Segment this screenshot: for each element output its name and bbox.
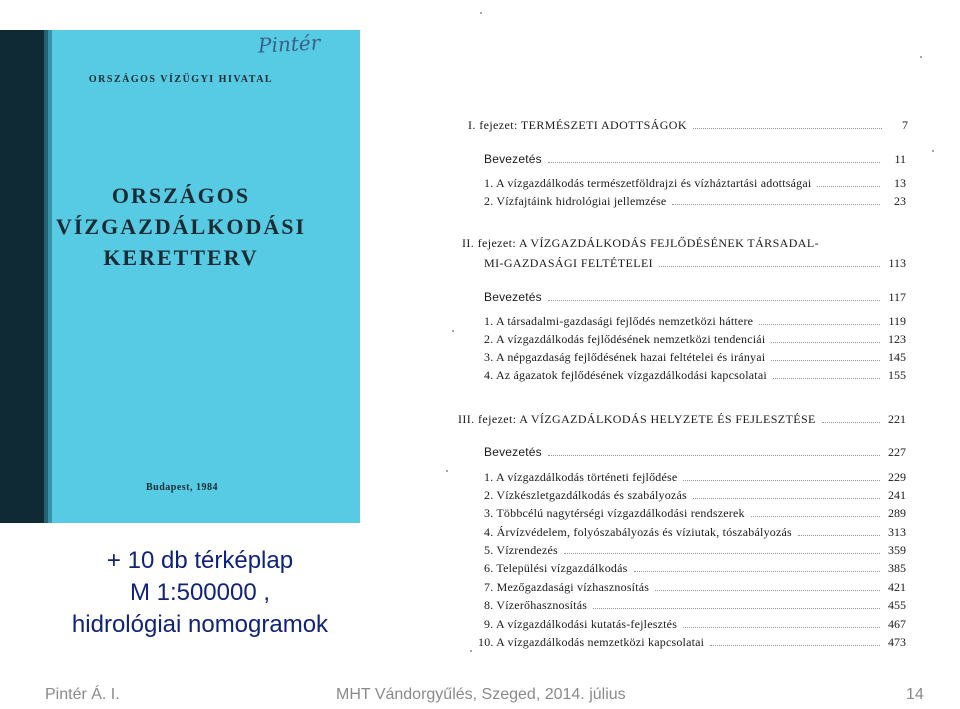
toc-page-number: 241 (888, 488, 906, 502)
toc-leader-dots (710, 635, 880, 646)
toc-page-number: 11 (894, 152, 906, 166)
toc-page-number: 359 (888, 543, 906, 557)
cover-title-line-2: VÍZGAZDÁLKODÁSI (55, 214, 307, 239)
toc-leader-dots (773, 368, 880, 379)
toc-row (484, 255, 906, 272)
toc-entry-text: II. fejezet: A VÍZGAZDÁLKODÁS FEJLŐDÉSÉNEK TÁRSADAL- (462, 236, 819, 250)
toc-leader-dots (564, 543, 880, 554)
toc-row (484, 193, 906, 210)
book-spine (0, 30, 48, 523)
toc-entry-text: 1. A vízgazdálkodás történeti fejlődése (484, 470, 678, 484)
toc-entry-text: 4. Árvízvédelem, folyószabályozás és víziutak, tószabályozás (484, 525, 792, 539)
toc-entry-text: 9. A vízgazdálkodási kutatás-fejlesztés (484, 617, 678, 631)
toc-leader-dots (683, 470, 880, 481)
toc-entry-text: 2. A vízgazdálkodás fejlődésének nemzetközi tendenciái (484, 332, 766, 346)
toc-entry-text: I. fejezet: TERMÉSZETI ADOTTSÁGOK (468, 118, 687, 132)
toc-page-number: 227 (888, 445, 906, 459)
toc-leader-dots (822, 412, 880, 423)
slide-number: 14 (906, 686, 924, 703)
toc-page-number: 145 (888, 350, 906, 364)
toc-entry-text: 7. Mezőgazdasági vízhasznosítás (484, 580, 650, 594)
toc-row (484, 444, 906, 461)
toc-row (478, 634, 906, 651)
scan-speck (446, 470, 448, 472)
toc-page-number: 385 (888, 561, 906, 575)
toc-leader-dots (548, 445, 880, 456)
toc-page-number: 289 (888, 506, 906, 520)
toc-row (484, 579, 906, 596)
cover-publisher: ORSZÁGOS VÍZÜGYI HIVATAL (88, 74, 274, 85)
caption-line-2: M 1:500000 , (129, 579, 271, 606)
toc-leader-dots (659, 256, 880, 267)
scan-speck (452, 330, 454, 332)
toc-entry-text: 10. A vízgazdálkodás nemzetközi kapcsolatai (478, 635, 705, 649)
toc-entry-text: 4. Az ágazatok fejlődésének vízgazdálkodási kapcsolatai (484, 368, 767, 382)
cover-place-year: Budapest, 1984 (146, 482, 219, 493)
toc-page-number: 23 (894, 194, 906, 208)
toc-entry-text: 6. Települési vízgazdálkodás (484, 561, 628, 575)
toc-row (458, 411, 906, 428)
toc-entry-text: 1. A vízgazdálkodás természetföldrajzi és vízháztartási adottságai (484, 176, 812, 190)
toc-row (484, 487, 906, 504)
toc-entry-text: III. fejezet: A VÍZGAZDÁLKODÁS HELYZETE ÉS FEJLESZTÉSE (458, 412, 816, 426)
toc-row (484, 349, 906, 366)
toc-page-number: 229 (888, 470, 906, 484)
toc-leader-dots (771, 332, 880, 343)
scan-speck (932, 150, 934, 152)
book-cover-image (0, 30, 360, 523)
toc-page-number: 117 (888, 290, 906, 304)
toc-row (484, 524, 906, 541)
toc-row (484, 331, 906, 348)
toc-row (484, 560, 906, 577)
toc-page-number: 313 (888, 525, 906, 539)
toc-page-number: 467 (888, 617, 906, 631)
footer-author: Pintér Á. I. (45, 686, 120, 703)
toc-row (484, 151, 906, 168)
toc-entry-text: 5. Vízrendezés (484, 543, 558, 557)
toc-row (484, 175, 906, 192)
scan-speck (480, 12, 482, 14)
toc-entry-text: Bevezetés (484, 152, 542, 166)
toc-page-number: 113 (888, 256, 906, 270)
book-spine-edge (44, 30, 52, 523)
scan-speck (920, 56, 922, 58)
toc-row (484, 367, 906, 384)
toc-entry-text: 1. A társadalmi-gazdasági fejlődés nemzetközi háttere (484, 314, 754, 328)
toc-row (484, 616, 906, 633)
toc-page-number: 473 (888, 635, 906, 649)
toc-leader-dots (771, 350, 880, 361)
caption-line-1: + 10 db térképlap (106, 547, 294, 574)
cover-title-line-3: KERETTERV (103, 245, 259, 270)
toc-entry-text: 3. Többcélú nagytérségi vízgazdálkodási rendszerek (484, 506, 745, 520)
toc-leader-dots (655, 580, 880, 591)
toc-page-number: 7 (902, 118, 908, 132)
toc-leader-dots (634, 561, 881, 572)
toc-row (484, 313, 906, 330)
caption-line-3: hidrológiai nomogramok (71, 611, 329, 638)
toc-leader-dots (548, 290, 880, 301)
toc-row (462, 235, 906, 252)
cover-title-line-1: ORSZÁGOS (111, 183, 251, 208)
footer-event: MHT Vándorgyűlés, Szeged, 2014. július (336, 686, 626, 703)
toc-page-number: 123 (888, 332, 906, 346)
toc-entry-text: 2. Vízkészletgazdálkodás és szabályozás (484, 488, 687, 502)
scan-speck (470, 650, 472, 652)
toc-entry-text: MI-GAZDASÁGI FELTÉTELEI (484, 256, 654, 270)
slide-caption (30, 545, 370, 641)
toc-row (468, 117, 908, 134)
toc-row (484, 597, 906, 614)
toc-leader-dots (593, 598, 880, 609)
toc-page-number: 455 (888, 598, 906, 612)
table-of-contents-scan (440, 0, 960, 680)
toc-leader-dots (672, 194, 880, 205)
toc-row (484, 289, 906, 306)
toc-page-number: 221 (888, 412, 906, 426)
toc-leader-dots (693, 118, 882, 129)
cover-handwritten-signature: Pintér (257, 30, 321, 58)
toc-row (484, 505, 906, 522)
toc-entry-text: 8. Vízerőhasznosítás (484, 598, 588, 612)
toc-leader-dots (693, 488, 880, 499)
toc-page-number: 13 (894, 176, 906, 190)
toc-entry-text: 2. Vízfajtáink hidrológiai jellemzése (484, 194, 667, 208)
toc-page-number: 155 (888, 368, 906, 382)
toc-row (484, 469, 906, 486)
toc-leader-dots (759, 314, 880, 325)
toc-entry-text: Bevezetés (484, 290, 542, 304)
toc-leader-dots (751, 506, 880, 517)
toc-leader-dots (817, 176, 880, 187)
toc-leader-dots (798, 525, 880, 536)
toc-leader-dots (683, 617, 880, 628)
toc-entry-text: Bevezetés (484, 445, 542, 459)
toc-page-number: 421 (888, 580, 906, 594)
toc-entry-text: 3. A népgazdaság fejlődésének hazai feltételei és irányai (484, 350, 766, 364)
toc-row (484, 542, 906, 559)
cover-title (48, 180, 314, 273)
toc-page-number: 119 (888, 314, 906, 328)
toc-leader-dots (548, 152, 880, 163)
